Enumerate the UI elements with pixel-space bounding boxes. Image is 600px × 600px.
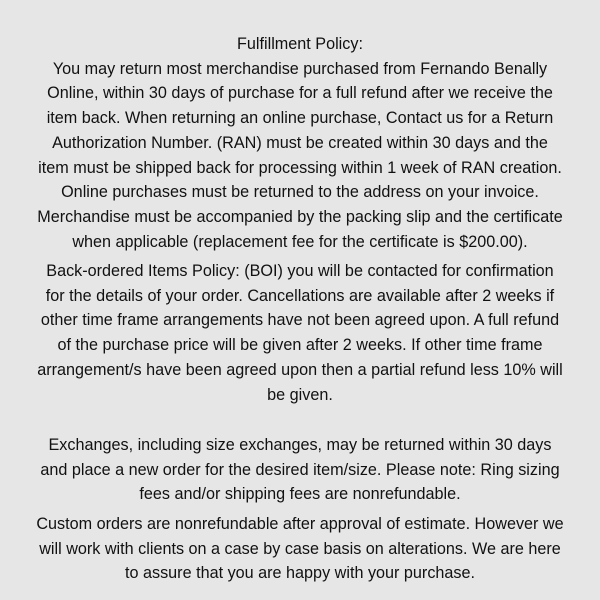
exchanges-policy-line: and place a new order for the desired item/size. Please note: Ring sizing [40, 460, 560, 479]
custom-orders-policy-paragraph [22, 512, 578, 586]
exchanges-policy-line: Exchanges, including size exchanges, may be returned within 30 days [48, 436, 552, 454]
backorder-policy-paragraph [22, 259, 578, 407]
fulfillment-policy-line: Authorization Number. (RAN) must be created within 30 days and the [52, 133, 548, 152]
backorder-policy-line: other time frame arrangements have not been agreed upon. A full refund [40, 311, 560, 330]
fulfillment-policy-line: item back. When returning an online purchase, Contact us for a Return [46, 109, 554, 128]
fulfillment-policy-line: item must be shipped back for processing within 1 week of RAN creation. [38, 158, 562, 177]
exchanges-policy-line: fees and/or shipping fees are nonrefundable. [139, 485, 461, 504]
custom-orders-policy-line: Custom orders are nonrefundable after approval of estimate. However we [36, 515, 564, 533]
custom-orders-policy-line: to assure that you are happy with your purchase. [124, 564, 476, 583]
fulfillment-policy-paragraph [22, 32, 578, 254]
fulfillment-policy-line: Online purchases must be returned to the address on your invoice. [61, 183, 539, 202]
backorder-policy-line: arrangement/s have been agreed upon then a partial refund less 10% will [37, 360, 563, 379]
exchanges-policy-paragraph [22, 433, 578, 507]
fulfillment-policy-line: Merchandise must be accompanied by the packing slip and the certificate [37, 207, 563, 226]
backorder-policy-line: for the details of your order. Cancellations are available after 2 weeks if [45, 286, 555, 305]
backorder-policy-line: of the purchase price will be given after 2 weeks. If other time frame [57, 336, 543, 355]
fulfillment-policy-heading: Fulfillment Policy: [237, 35, 363, 53]
backorder-policy-line: be given. [267, 385, 333, 404]
fulfillment-policy-line: You may return most merchandise purchased from Fernando Benally [52, 59, 548, 78]
fulfillment-policy-line: Online, within 30 days of purchase for a full refund after we receive the [47, 84, 553, 103]
custom-orders-policy-line: will work with clients on a case by case basis on alterations. We are here [39, 539, 561, 558]
backorder-policy-line: Back-ordered Items Policy: (BOI) you will be contacted for confirmation [46, 262, 554, 280]
fulfillment-policy-line: when applicable (replacement fee for the certificate is $200.00). [72, 232, 528, 251]
